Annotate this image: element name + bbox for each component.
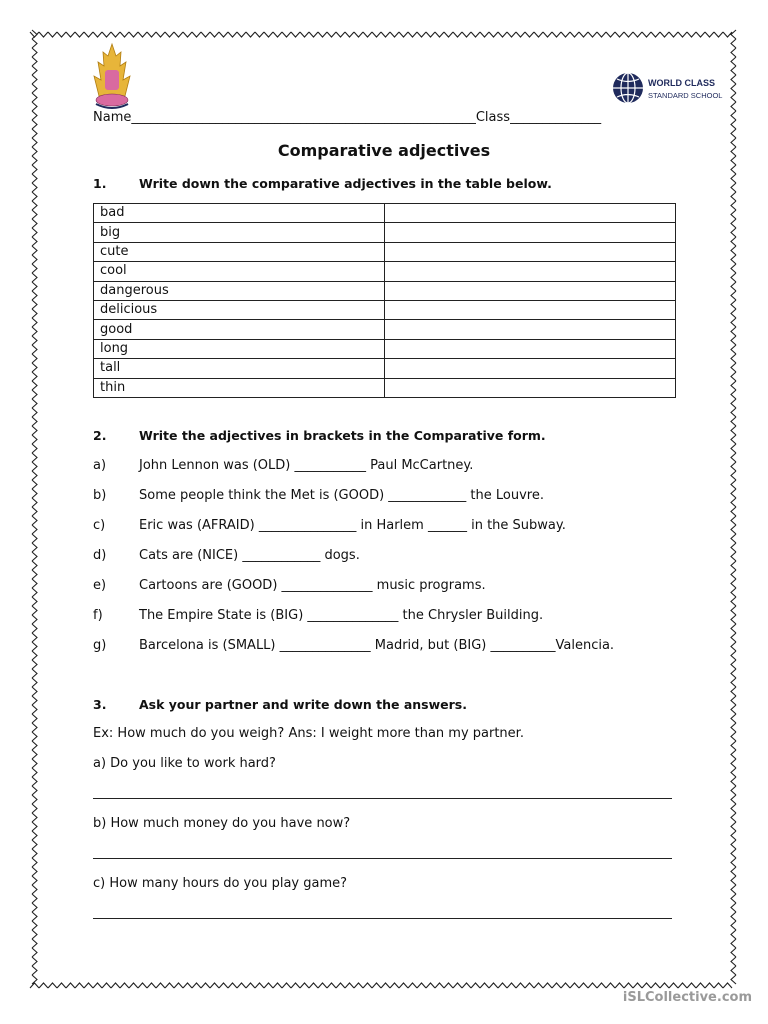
exercise-sentence[interactable]: Eric was (AFRAID) _______________ in Harlem ______ in the Subway.: [139, 518, 566, 533]
exercise-letter: c): [93, 518, 106, 533]
answer-cell[interactable]: [385, 223, 676, 242]
adjective-cell: dangerous: [94, 281, 385, 300]
adjective-cell: big: [94, 223, 385, 242]
table-row: [94, 300, 676, 319]
adjective-cell: thin: [94, 378, 385, 397]
table-row: [94, 378, 676, 397]
adjective-cell: delicious: [94, 300, 385, 319]
school-emblem-logo: [88, 42, 136, 114]
answer-cell[interactable]: [385, 378, 676, 397]
section2-number: 2.: [93, 428, 107, 443]
exercise-sentence[interactable]: John Lennon was (OLD) ___________ Paul McCartney.: [139, 458, 474, 473]
section3-number: 3.: [93, 697, 107, 712]
world-class-standard-school-logo: [612, 68, 723, 108]
table-row: [94, 242, 676, 261]
table-row: [94, 281, 676, 300]
table-row: [94, 359, 676, 378]
logo-text-line1: WORLD CLASS: [648, 78, 715, 88]
page-title: Comparative adjectives: [277, 141, 491, 160]
exercise-sentence[interactable]: Cartoons are (GOOD) ______________ music programs.: [139, 578, 486, 593]
table-row: [94, 223, 676, 242]
partner-question: b) How much money do you have now?: [93, 816, 351, 831]
partner-question: c) How many hours do you play game?: [93, 876, 348, 891]
answer-cell[interactable]: [385, 300, 676, 319]
comparative-table: [93, 203, 676, 398]
exercise-sentence[interactable]: Some people think the Met is (GOOD) ____________ the Louvre.: [139, 488, 544, 503]
class-blank[interactable]: ______________: [510, 110, 602, 125]
answer-cell[interactable]: [385, 281, 676, 300]
section3-example: Ex: How much do you weigh? Ans: I weight more than my partner.: [93, 726, 524, 741]
exercise-letter: g): [93, 638, 107, 653]
table-row: [94, 262, 676, 281]
adjective-cell: good: [94, 320, 385, 339]
adjective-cell: cool: [94, 262, 385, 281]
section2-instruction: Write the adjectives in brackets in the Comparative form.: [139, 428, 546, 443]
exercise-sentence[interactable]: Barcelona is (SMALL) ______________ Madrid, but (BIG) __________Valencia.: [139, 638, 615, 653]
answer-line[interactable]: [93, 858, 672, 859]
partner-question: a) Do you like to work hard?: [93, 756, 276, 771]
adjective-cell: tall: [94, 359, 385, 378]
logo-text-line2: STANDARD SCHOOL: [648, 91, 723, 100]
section1-instruction: Write down the comparative adjectives in the table below.: [139, 176, 552, 191]
name-label: Name: [93, 110, 132, 125]
exercise-letter: e): [93, 578, 107, 593]
name-blank[interactable]: _____________________________________________________: [131, 110, 476, 125]
answer-cell[interactable]: [385, 339, 676, 358]
exercise-sentence[interactable]: The Empire State is (BIG) ______________ the Chrysler Building.: [139, 608, 544, 623]
table-row: [94, 339, 676, 358]
answer-cell[interactable]: [385, 359, 676, 378]
adjective-cell: cute: [94, 242, 385, 261]
answer-cell[interactable]: [385, 320, 676, 339]
adjective-cell: long: [94, 339, 385, 358]
table-row: [94, 320, 676, 339]
answer-cell[interactable]: [385, 262, 676, 281]
section3-instruction: Ask your partner and write down the answers.: [139, 697, 467, 712]
class-label: Class: [475, 110, 511, 125]
zigzag-border-path: [30, 30, 736, 988]
answer-cell[interactable]: [385, 204, 676, 223]
exercise-letter: a): [93, 458, 107, 473]
adjective-cell: bad: [94, 204, 385, 223]
exercise-letter: b): [93, 488, 107, 503]
answer-cell[interactable]: [385, 242, 676, 261]
answer-line[interactable]: [93, 918, 672, 919]
answer-line[interactable]: [93, 798, 672, 799]
exercise-sentence[interactable]: Cats are (NICE) ____________ dogs.: [139, 548, 360, 563]
name-class-line: [93, 110, 601, 125]
exercise-letter: d): [93, 548, 107, 563]
footer-watermark: iSLCollective.com: [622, 990, 752, 1005]
section1-number: 1.: [93, 176, 107, 191]
exercise-letter: f): [93, 608, 103, 623]
decorative-page-border: [30, 30, 738, 990]
table-row: [94, 204, 676, 223]
